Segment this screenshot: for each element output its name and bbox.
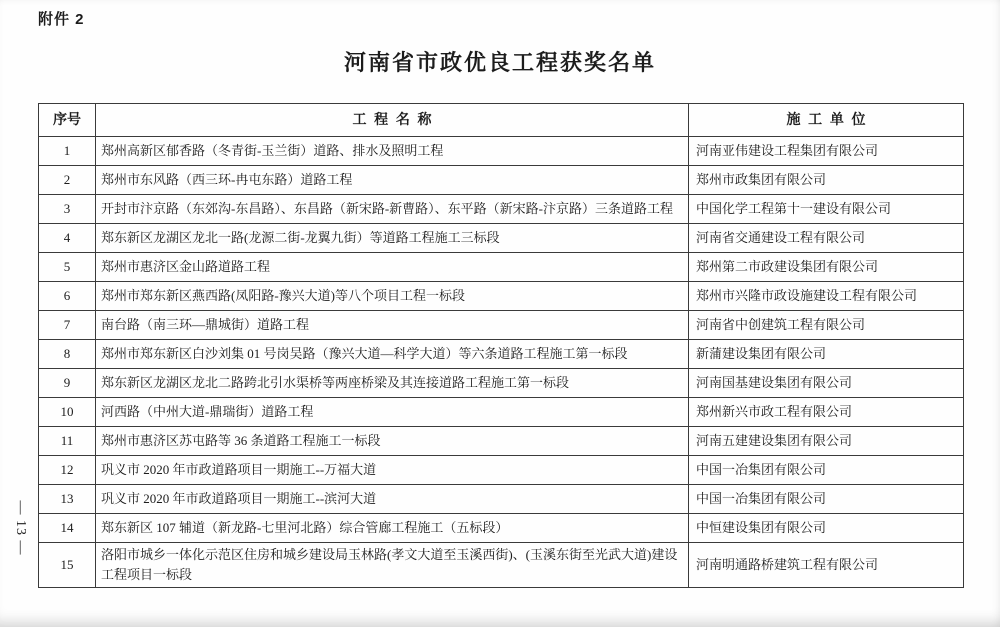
company-cell: 河南省中创建筑工程有限公司: [689, 311, 964, 340]
company-cell: 中国一冶集团有限公司: [689, 485, 964, 514]
table-row: [39, 485, 964, 514]
project-name-cell: 郑州市东风路（西三环-冉屯东路）道路工程: [96, 166, 689, 195]
table-row: [39, 514, 964, 543]
row-number-cell: 5: [39, 253, 96, 282]
project-name-cell: 巩义市 2020 年市政道路项目一期施工--万福大道: [96, 456, 689, 485]
company-cell: 河南五建建设集团有限公司: [689, 427, 964, 456]
row-number-cell: 4: [39, 224, 96, 253]
project-name-cell: 郑东新区龙湖区龙北二路跨北引水渠桥等两座桥梁及其连接道路工程施工第一标段: [96, 369, 689, 398]
row-number-cell: 6: [39, 282, 96, 311]
table-row: [39, 311, 964, 340]
table-row: [39, 456, 964, 485]
row-number-cell: 3: [39, 195, 96, 224]
row-number-cell: 13: [39, 485, 96, 514]
project-name-cell: 郑州市惠济区金山路道路工程: [96, 253, 689, 282]
company-cell: 郑州新兴市政工程有限公司: [689, 398, 964, 427]
table-row: [39, 224, 964, 253]
table-row: [39, 166, 964, 195]
attachment-label: 附件 2: [38, 11, 85, 28]
company-cell: 中国一冶集团有限公司: [689, 456, 964, 485]
company-cell: 河南亚伟建设工程集团有限公司: [689, 137, 964, 166]
table-row: [39, 427, 964, 456]
project-name-cell: 郑东新区 107 辅道（新龙路-七里河北路）综合管廊工程施工（五标段）: [96, 514, 689, 543]
project-name-cell: 郑州市郑东新区白沙刘集 01 号岗吴路（豫兴大道—科学大道）等六条道路工程施工第一标段: [96, 340, 689, 369]
row-number-cell: 14: [39, 514, 96, 543]
project-name-cell: 郑州市惠济区苏屯路等 36 条道路工程施工一标段: [96, 427, 689, 456]
table-row: [39, 137, 964, 166]
table-body: [39, 137, 964, 588]
company-cell: 河南国基建设集团有限公司: [689, 369, 964, 398]
table-row: [39, 543, 964, 588]
project-name-cell: 郑州高新区郁香路（冬青街-玉兰街）道路、排水及照明工程: [96, 137, 689, 166]
column-header-company: 施工单位: [689, 104, 964, 137]
row-number-cell: 1: [39, 137, 96, 166]
table-row: [39, 340, 964, 369]
company-cell: 郑州第二市政建设集团有限公司: [689, 253, 964, 282]
row-number-cell: 15: [39, 543, 96, 588]
project-name-cell: 郑东新区龙湖区龙北一路(龙源二街-龙翼九街）等道路工程施工三标段: [96, 224, 689, 253]
page-title: 河南省市政优良工程获奖名单: [343, 50, 656, 75]
row-number-cell: 8: [39, 340, 96, 369]
table-header-row: [39, 104, 964, 137]
table-row: [39, 253, 964, 282]
table-row: [39, 369, 964, 398]
project-name-cell: 开封市汴京路（东郊沟-东昌路）、东昌路（新宋路-新曹路）、东平路（新宋路-汴京路）三条道路工程: [96, 195, 689, 224]
company-cell: 新蒲建设集团有限公司: [689, 340, 964, 369]
project-name-cell: 郑州市郑东新区燕西路(凤阳路-豫兴大道)等八个项目工程一标段: [96, 282, 689, 311]
table-row: [39, 195, 964, 224]
table-row: [39, 282, 964, 311]
company-cell: 河南省交通建设工程有限公司: [689, 224, 964, 253]
project-name-cell: 南台路（南三环—鼎城街）道路工程: [96, 311, 689, 340]
column-header-no: 序号: [39, 104, 96, 137]
row-number-cell: 10: [39, 398, 96, 427]
table-row: [39, 398, 964, 427]
row-number-cell: 2: [39, 166, 96, 195]
page-number: — 13 —: [13, 500, 28, 556]
row-number-cell: 9: [39, 369, 96, 398]
company-cell: 中国化学工程第十一建设有限公司: [689, 195, 964, 224]
row-number-cell: 11: [39, 427, 96, 456]
award-table: [38, 103, 964, 588]
row-number-cell: 12: [39, 456, 96, 485]
company-cell: 河南明通路桥建筑工程有限公司: [689, 543, 964, 588]
column-header-project: 工程名称: [96, 104, 689, 137]
project-name-cell: 洛阳市城乡一体化示范区住房和城乡建设局玉林路(孝文大道至玉溪西街)、(玉溪东街至光武大道)建设工程项目一标段: [96, 543, 689, 588]
company-cell: 郑州市兴隆市政设施建设工程有限公司: [689, 282, 964, 311]
company-cell: 中恒建设集团有限公司: [689, 514, 964, 543]
project-name-cell: 河西路（中州大道-鼎瑞街）道路工程: [96, 398, 689, 427]
row-number-cell: 7: [39, 311, 96, 340]
project-name-cell: 巩义市 2020 年市政道路项目一期施工--滨河大道: [96, 485, 689, 514]
company-cell: 郑州市政集团有限公司: [689, 166, 964, 195]
